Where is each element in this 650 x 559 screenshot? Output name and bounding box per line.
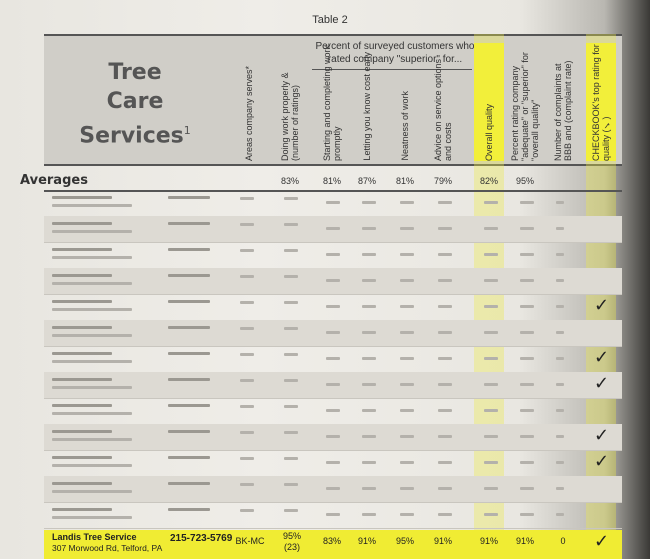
illegible-cell <box>438 487 452 490</box>
company-areas: BK-MC <box>235 536 265 546</box>
illegible-cell <box>484 331 498 334</box>
illegible-cell <box>400 279 414 282</box>
illegible-cell <box>240 457 254 460</box>
illegible-cell <box>362 461 376 464</box>
avg-advice: 79% <box>433 176 452 186</box>
illegible-text <box>52 456 112 459</box>
table-row <box>44 294 622 321</box>
illegible-cell <box>240 431 254 434</box>
illegible-cell <box>484 383 498 386</box>
table-row <box>44 320 622 347</box>
illegible-cell <box>400 409 414 412</box>
illegible-cell <box>556 357 564 360</box>
illegible-cell <box>484 227 498 230</box>
illegible-cell <box>520 513 534 516</box>
company-top-rating-check-icon: ✓ <box>594 531 610 552</box>
illegible-text <box>168 508 210 511</box>
company-starting: 83% <box>322 536 341 546</box>
illegible-cell <box>520 305 534 308</box>
illegible-cell <box>556 253 564 256</box>
illegible-cell <box>284 353 298 356</box>
illegible-cell <box>484 513 498 516</box>
illegible-cell <box>284 249 298 252</box>
illegible-cell <box>484 409 498 412</box>
illegible-cell <box>438 383 452 386</box>
illegible-cell <box>326 383 340 386</box>
illegible-cell <box>520 279 534 282</box>
company-adequate: 91% <box>515 536 534 546</box>
illegible-cell <box>362 513 376 516</box>
illegible-cell <box>240 405 254 408</box>
illegible-cell <box>438 461 452 464</box>
col-cost-early: Letting you know cost early <box>362 52 372 161</box>
col-advice: Advice on service options and costs <box>433 58 453 161</box>
illegible-cell <box>362 305 376 308</box>
illegible-cell <box>520 461 534 464</box>
illegible-text <box>168 352 210 355</box>
title-footnote: 1 <box>183 124 191 137</box>
illegible-text <box>52 282 132 285</box>
illegible-text <box>52 334 132 337</box>
illegible-text <box>52 204 132 207</box>
illegible-text <box>52 386 132 389</box>
illegible-cell <box>362 357 376 360</box>
illegible-cell <box>240 275 254 278</box>
top-rule <box>44 34 622 36</box>
illegible-cell <box>362 279 376 282</box>
illegible-text <box>52 308 132 311</box>
table-row <box>44 476 622 503</box>
col-complaints: Number of complaints at BBB and (complaint rate) <box>553 60 573 161</box>
illegible-cell <box>326 305 340 308</box>
illegible-cell <box>284 275 298 278</box>
illegible-cell <box>240 301 254 304</box>
avg-cost-early: 87% <box>357 176 376 186</box>
illegible-cell <box>484 461 498 464</box>
illegible-cell <box>438 279 452 282</box>
illegible-text <box>52 516 132 519</box>
illegible-cell <box>556 279 564 282</box>
illegible-text <box>168 404 210 407</box>
illegible-cell <box>400 487 414 490</box>
illegible-text <box>52 412 132 415</box>
illegible-cell <box>400 201 414 204</box>
illegible-text <box>52 430 112 433</box>
illegible-cell <box>240 197 254 200</box>
illegible-text <box>168 430 210 433</box>
illegible-cell <box>484 305 498 308</box>
illegible-text <box>52 196 112 199</box>
illegible-cell <box>400 435 414 438</box>
illegible-cell <box>484 435 498 438</box>
illegible-text <box>52 222 112 225</box>
illegible-cell <box>556 305 564 308</box>
illegible-cell <box>438 253 452 256</box>
illegible-cell <box>520 383 534 386</box>
section-title <box>60 58 210 150</box>
company-phone: 215-723-5769 <box>170 533 233 544</box>
illegible-cell <box>326 279 340 282</box>
illegible-cell <box>326 253 340 256</box>
illegible-cell <box>556 227 564 230</box>
illegible-cell <box>326 435 340 438</box>
illegible-text <box>52 482 112 485</box>
company-doing-work: 95% (23) <box>282 531 301 552</box>
illegible-text <box>52 256 132 259</box>
illegible-cell <box>484 279 498 282</box>
illegible-text <box>168 222 210 225</box>
illegible-cell <box>240 379 254 382</box>
table-row <box>44 372 622 399</box>
title-line-3: Services$^1$ <box>79 123 191 149</box>
illegible-text <box>168 326 210 329</box>
illegible-text <box>168 248 210 251</box>
illegible-cell <box>362 331 376 334</box>
illegible-text <box>168 196 210 199</box>
col-doing-work: Doing work properly & (number of ratings) <box>280 72 300 161</box>
illegible-cell <box>362 253 376 256</box>
illegible-text <box>52 352 112 355</box>
illegible-cell <box>484 357 498 360</box>
illegible-text <box>168 300 210 303</box>
illegible-cell <box>400 253 414 256</box>
illegible-cell <box>284 379 298 382</box>
col-adequate: Percent rating company "adequate" or "superior" for "overall quality" <box>510 52 540 161</box>
illegible-cell <box>438 409 452 412</box>
illegible-cell <box>284 483 298 486</box>
illegible-cell <box>520 409 534 412</box>
company-cost: 91% <box>357 536 376 546</box>
illegible-cell <box>556 331 564 334</box>
illegible-cell <box>438 513 452 516</box>
company-rows <box>44 190 622 528</box>
table-row <box>44 450 622 477</box>
illegible-cell <box>362 435 376 438</box>
illegible-cell <box>438 435 452 438</box>
illegible-cell <box>556 487 564 490</box>
illegible-cell <box>484 487 498 490</box>
table-row <box>44 216 622 243</box>
illegible-text <box>168 456 210 459</box>
illegible-text <box>52 378 112 381</box>
illegible-text <box>52 404 112 407</box>
illegible-cell <box>284 405 298 408</box>
illegible-cell <box>556 201 564 204</box>
illegible-text <box>168 482 210 485</box>
illegible-cell <box>520 487 534 490</box>
illegible-text <box>168 274 210 277</box>
avg-overall-quality: 82% <box>479 176 498 186</box>
table-row <box>44 190 622 217</box>
illegible-text <box>52 464 132 467</box>
title-line-2: Care <box>106 89 164 114</box>
illegible-cell <box>362 487 376 490</box>
illegible-cell <box>438 357 452 360</box>
illegible-cell <box>284 197 298 200</box>
title-line-1: Tree <box>108 60 162 85</box>
illegible-text <box>168 378 210 381</box>
table-row <box>44 424 622 451</box>
illegible-cell <box>438 305 452 308</box>
illegible-cell <box>284 223 298 226</box>
table-row <box>44 502 622 529</box>
illegible-cell <box>240 509 254 512</box>
illegible-cell <box>520 201 534 204</box>
illegible-cell <box>400 461 414 464</box>
col-top-rating: CHECKBOOK's top rating for quality (✓) <box>586 43 616 161</box>
company-neatness: 95% <box>395 536 414 546</box>
illegible-cell <box>326 357 340 360</box>
illegible-cell <box>284 457 298 460</box>
avg-neatness: 81% <box>395 176 414 186</box>
illegible-cell <box>520 253 534 256</box>
illegible-text <box>52 248 112 251</box>
company-overall: 91% <box>479 536 498 546</box>
illegible-cell <box>240 249 254 252</box>
illegible-cell <box>240 327 254 330</box>
illegible-cell <box>400 305 414 308</box>
col-neatness: Neatness of work <box>400 91 410 161</box>
illegible-cell <box>284 431 298 434</box>
col-overall-quality: Overall quality <box>474 43 504 161</box>
table-row <box>44 346 622 373</box>
illegible-cell <box>400 227 414 230</box>
illegible-cell <box>362 227 376 230</box>
illegible-text <box>52 326 112 329</box>
illegible-cell <box>326 409 340 412</box>
illegible-text <box>52 274 112 277</box>
illegible-cell <box>362 201 376 204</box>
top-rating-check-icon: ✓ <box>594 295 610 316</box>
illegible-cell <box>556 513 564 516</box>
company-complaints: 0 <box>560 536 566 546</box>
illegible-cell <box>400 331 414 334</box>
illegible-cell <box>556 461 564 464</box>
company-address: 307 Morwood Rd, Telford, PA <box>52 543 163 553</box>
illegible-cell <box>362 383 376 386</box>
illegible-cell <box>520 357 534 360</box>
table-row <box>44 242 622 269</box>
top-rating-check-icon: ✓ <box>594 425 610 446</box>
illegible-cell <box>438 331 452 334</box>
illegible-cell <box>326 461 340 464</box>
illegible-cell <box>240 223 254 226</box>
illegible-cell <box>326 331 340 334</box>
table-row <box>44 398 622 425</box>
avg-starting: 81% <box>322 176 341 186</box>
illegible-cell <box>520 227 534 230</box>
illegible-cell <box>400 383 414 386</box>
illegible-cell <box>326 487 340 490</box>
illegible-cell <box>438 201 452 204</box>
illegible-text <box>52 490 132 493</box>
illegible-cell <box>520 435 534 438</box>
top-rating-check-icon: ✓ <box>594 373 610 394</box>
company-name: Landis Tree Service <box>52 532 137 542</box>
table-title: Table 2 <box>312 14 348 26</box>
illegible-cell <box>326 201 340 204</box>
illegible-cell <box>556 409 564 412</box>
illegible-cell <box>438 227 452 230</box>
illegible-cell <box>484 201 498 204</box>
illegible-cell <box>556 435 564 438</box>
illegible-cell <box>326 513 340 516</box>
illegible-text <box>52 360 132 363</box>
illegible-cell <box>362 409 376 412</box>
illegible-cell <box>240 483 254 486</box>
table-row <box>44 268 622 295</box>
illegible-cell <box>284 327 298 330</box>
top-rating-check-icon: ✓ <box>594 347 610 368</box>
col-starting: Starting and completing work promptly <box>322 44 342 161</box>
illegible-cell <box>326 227 340 230</box>
illegible-text <box>52 438 132 441</box>
avg-doing-work: 83% <box>280 176 299 186</box>
illegible-text <box>52 300 112 303</box>
avg-adequate: 95% <box>515 176 534 186</box>
illegible-cell <box>240 353 254 356</box>
illegible-cell <box>400 357 414 360</box>
averages-label: Averages <box>20 173 88 188</box>
illegible-cell <box>284 301 298 304</box>
group-header: Percent of surveyed customers who rated company "superior" for... <box>315 41 475 65</box>
col-areas: Areas company serves* <box>244 65 254 161</box>
illegible-cell <box>484 253 498 256</box>
illegible-cell <box>556 383 564 386</box>
illegible-text <box>52 230 132 233</box>
top-rating-check-icon: ✓ <box>594 451 610 472</box>
illegible-cell <box>284 509 298 512</box>
illegible-text <box>52 508 112 511</box>
illegible-cell <box>520 331 534 334</box>
company-advice: 91% <box>433 536 452 546</box>
illegible-cell <box>400 513 414 516</box>
